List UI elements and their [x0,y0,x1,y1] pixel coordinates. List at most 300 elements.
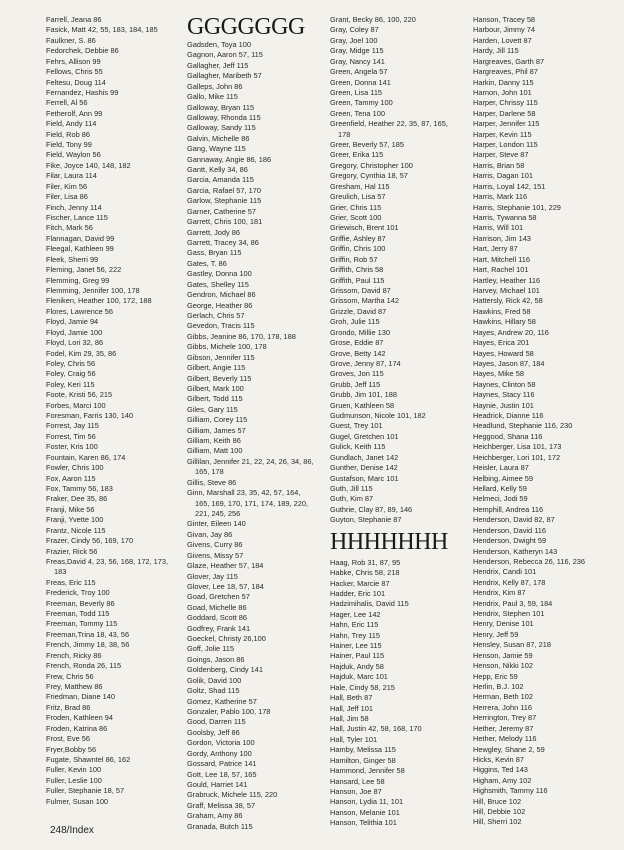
index-entry: Frew, Chris 56 [46,671,94,681]
index-entry: Galleps, John 86 [187,81,243,91]
index-entry: Garner, Catherine 57 [187,206,257,216]
index-entry: Haag, Rob 31, 87, 95 [330,557,401,567]
index-entry: Goad, Gretchen 57 [187,592,250,602]
index-entry: Gates, T. 86 [187,258,227,268]
index-entry: Garrett, Tracey 34, 86 [187,238,259,248]
index-entry: Henderson, Rebecca 26, 116, 236 [473,556,586,566]
index-entry: Grose, Eddie 87 [330,338,384,348]
index-entry: Field, Andy 114 [46,119,97,129]
index-entry: Granada, Butch 115 [187,821,253,831]
index-entry: Grissom, Martha 142 [330,296,400,306]
index-entry: Graham, Amy 86 [187,811,243,821]
index-entry: Gillis, Steve 86 [187,477,237,487]
index-entry: Hart, Mitchell 116 [473,254,530,264]
index-entry: Hanson, Telithia 101 [330,818,397,828]
index-entry: Foote, Kristi 56, 215 [46,390,113,400]
index-entry: Freas,David 4, 23, 56, 168, 172, 173, [46,556,169,566]
index-entry: Gendron, Michael 86 [187,290,256,300]
index-entry: Gray, Coley 87 [330,25,379,35]
index-entry: Harper, Chrissy 115 [473,98,538,108]
index-entry: Harnon, John 101 [473,87,532,97]
index-entry: Filar, Laura 114 [46,171,97,181]
index-entry: Harbour, Jimmy 74 [473,25,536,35]
index-entry: Gang, Wayne 115 [187,144,246,154]
index-entry: Hadzimihalis, David 115 [330,599,409,609]
index-entry: 178 [338,129,351,139]
index-entry: Goad, Michelle 86 [187,602,247,612]
index-entry: Gilliam, Matt 100 [187,446,243,456]
index-column-4 [473,15,585,828]
index-entry: Green, Lisa 115 [330,87,383,97]
index-entry: Grove, Jenny 87, 174 [330,358,401,368]
index-entry: Gray, Joel 100 [330,35,378,45]
index-entry: Guthrie, Clay 87, 89, 146 [330,504,413,514]
index-entry: Gordon, Victoria 100 [187,738,255,748]
index-entry: Garrett, Jody 86 [187,227,240,237]
index-entry: Freeman, Tommy 115 [46,619,118,629]
index-entry: Flannagan, David 99 [46,233,115,243]
index-entry: Gunther, Denise 142 [330,463,398,473]
index-entry: Hahn, Trey 115 [330,630,380,640]
index-entry: Henson, Nikki 102 [473,661,533,671]
index-entry: Fleniken, Heather 100, 172, 188 [46,296,152,306]
index-entry: Heisler, Laura 87 [473,463,529,473]
index-entry: Grissom, David 87 [330,285,391,295]
index-entry: Freeman,Trina 18, 43, 56 [46,629,130,639]
index-entry: Goolsby, Jeff 86 [187,727,240,737]
index-entry: Fike, Joyce 140, 148, 182 [46,160,131,170]
index-entry: Fetherolf, Ann 99 [46,108,103,118]
index-entry: Givens, Missy 57 [187,550,244,560]
index-entry: Fehrs, Allison 99 [46,56,101,66]
index-entry: Grizzle, David 87 [330,306,387,316]
index-entry: Gillilan, Jennifer 21, 22, 24, 26, 34, 86, [187,456,314,466]
index-entry: Greenfield, Heather 22, 35, 87, 165, [330,119,448,129]
index-entry: Gastley, Donna 100 [187,269,252,279]
index-entry: 221, 245, 256 [195,508,241,518]
index-entry: Feltesu, Doug 114 [46,77,106,87]
index-entry: Harper, Darlene 58 [473,108,536,118]
index-entry: Frazer, Cindy 56, 169, 170 [46,536,134,546]
index-entry: Hewgley, Shane 2, 59 [473,744,545,754]
index-entry: Hawkins, Hillary 58 [473,317,536,327]
index-entry: Gibson, Jennifer 115 [187,352,255,362]
index-entry: Hendrix, Paul 3, 59, 184 [473,598,553,608]
index-entry: Field, Waylon 56 [46,150,101,160]
index-entry: Henry, Jeff 59 [473,629,519,639]
index-entry: Grubb, Jeff 115 [330,379,381,389]
index-entry: Hansard, Lee 58 [330,776,385,786]
index-entry: Griffie, Ashley 87 [330,233,386,243]
index-entry: Farrell, Jeana 86 [46,15,102,24]
index-entry: Glaze, Heather 57, 184 [187,561,264,571]
index-entry: Goldenberg, Cindy 141 [187,665,264,675]
index-entry: Groves, Jon 115 [330,369,384,379]
index-entry: Galloway, Bryan 115 [187,102,255,112]
index-entry: Harrison, Jim 143 [473,233,531,243]
index-entry: Hall, Jeff 101 [330,703,374,713]
index-entry: Henson, Jamie 59 [473,650,533,660]
index-entry: Hammond, Jennifer 58 [330,766,405,776]
index-entry: Hartley, Heather 116 [473,275,541,285]
index-entry: French, Ricky 86 [46,650,102,660]
index-entry: Gevedon, Tracis 115 [187,321,255,331]
index-entry: Hendrix, Kim 87 [473,588,526,598]
index-entry: Gagnon, Aaron 57, 115 [187,50,263,60]
index-entry: Henderson, David 116 [473,525,546,535]
index-entry: Harkin, Danny 115 [473,77,534,87]
index-entry: Hajduk, Andy 58 [330,661,384,671]
index-entry: Hattersly, Rick 42, 58 [473,296,543,306]
index-entry: Fox, Tammy 56, 183 [46,483,113,493]
index-entry: Hart, Rachel 101 [473,265,529,275]
index-entry: Fryer,Bobby 56 [46,744,97,754]
index-entry: Haynie, Justin 101 [473,400,534,410]
index-entry: Headrick, Dianne 116 [473,411,544,421]
index-entry: Hayes, Erica 201 [473,338,530,348]
index-entry: Fuller, Kevin 100 [46,765,102,775]
index-entry: Glover, Lee 18, 57, 184 [187,581,264,591]
index-entry: Hayes, Jason 87, 184 [473,358,545,368]
index-entry: Harper, Jennifer 115 [473,119,540,129]
index-entry: Greulich, Lisa 57 [330,192,386,202]
index-entry: Forbes, Marci 100 [46,400,106,410]
index-entry: Gates, Shelley 115 [187,279,249,289]
index-entry: Hacker, Marcie 87 [330,578,390,588]
index-entry: Fitch, Mark 56 [46,223,93,233]
index-entry: Gordy, Anthony 100 [187,748,252,758]
index-entry: Filer, Kim 56 [46,181,88,191]
index-entry: Gerlach, Chris 57 [187,310,245,320]
index-entry: Greer, Beverly 57, 185 [330,140,404,150]
index-entry: Frost, Eve 56 [46,734,90,744]
index-entry: Gilliam, James 57 [187,425,246,435]
index-entry: 165, 169, 170, 171, 174, 189, 220, [195,498,309,508]
index-entry: Garlow, Stephanie 115 [187,196,262,206]
index-entry: Ginn, Marshall 23, 35, 42, 57, 164, [187,488,301,498]
index-entry: Henderson, Dwight 59 [473,536,547,546]
index-entry: French, Ronda 26, 115 [46,661,122,671]
index-entry: Fugate, Shawntel 86, 162 [46,754,131,764]
index-entry: Floyd, Jamie 100 [46,327,103,337]
index-entry: Freeman, Todd 115 [46,609,110,619]
index-entry: Foley, Keri 115 [46,379,95,389]
index-entry: Fountain, Karen 86, 174 [46,452,126,462]
index-entry: Harper, Kevin 115 [473,129,532,139]
index-entry: Grier, Scott 100 [330,213,382,223]
index-entry: Herlin, B.J. 102 [473,682,524,691]
index-entry: Higham, Amy 102 [473,775,532,785]
index-entry: Gruen, Kathleen 58 [330,400,395,410]
index-entry: Griffin, Rob 57 [330,254,378,264]
index-entry: Fodel, Kim 29, 35, 86 [46,348,117,358]
index-entry: Gilbert, Angie 115 [187,363,246,373]
section-header-g: GGGGGGG [187,14,305,40]
index-entry: Guth, Jill 115 [330,483,373,493]
index-entry: 165, 178 [195,467,224,477]
index-entry: Harris, Stephanie 101, 229 [473,202,561,212]
index-entry: Grant, Becky 86, 100, 220 [330,15,416,24]
index-entry: Gadsden, Toya 100 [187,40,251,49]
index-entry: Golik, David 100 [187,675,242,685]
index-entry: Harris, Dagan 101 [473,171,533,181]
index-entry: Helmeci, Jodi 59 [473,494,528,504]
index-entry: Godfrey, Frank 141 [187,623,251,633]
index-entry: Grubb, Jim 101, 188 [330,390,397,400]
index-entry: Green, Tena 100 [330,108,385,118]
index-entry: Friedman, Diane 140 [46,692,116,702]
index-entry: Fleek, Sherri 99 [46,254,99,264]
index-entry: Ginter, Eileen 140 [187,519,246,529]
index-entry: Hargreaves, Garth 87 [473,56,545,66]
index-entry: Henderson, David 82, 87 [473,515,555,525]
index-entry: Froden, Katrina 86 [46,723,108,733]
index-entry: Freas, Eric 115 [46,577,96,587]
index-entry: Hardy, Jill 115 [473,46,519,56]
index-entry: Foley, Craig 56 [46,369,96,379]
index-entry: Frederick, Troy 100 [46,588,110,598]
index-entry: Hamilton, Ginger 58 [330,755,396,765]
index-entry: Gregory, Cynthia 18, 57 [330,171,408,181]
index-entry: Franji, Mike 56 [46,504,95,514]
index-entry: Fedorchek, Debbie 86 [46,46,119,56]
index-entry: Haynes, Stacy 116 [473,390,535,400]
index-entry: Flemming, Jennifer 100, 178 [46,285,140,295]
index-entry: Gibbs, Michele 100, 178 [187,342,267,352]
index-entry: Hill, Bruce 102 [473,796,522,806]
index-entry: Hall, Tyler 101 [330,734,378,744]
index-entry: Gugel, Gretchen 101 [330,431,399,441]
index-entry: Hanson, Lydia 11, 101 [330,797,404,807]
index-entry: Green, Donna 141 [330,77,391,87]
index-entry: Haynes, Clinton 58 [473,379,536,389]
index-entry: Garrett, Chris 100, 181 [187,217,263,227]
index-entry: Fowler, Chris 100 [46,463,104,473]
index-entry: Foley, Chris 56 [46,358,96,368]
index-entry: Hayes, Howard 58 [473,348,534,358]
index-entry: Flemming, Greg 99 [46,275,110,285]
index-entry: Gulick, Keith 115 [330,442,386,452]
index-column-2 [187,15,314,832]
index-entry: Froden, Kathleen 94 [46,713,113,723]
index-entry: Harris, Loyal 142, 151 [473,181,546,191]
index-entry: Gundlach, Janet 142 [330,452,399,462]
index-entry: Gonzaler, Pablo 100, 178 [187,707,271,716]
index-entry: Grabruck, Michele 115, 220 [187,790,278,800]
index-entry: Gregory, Christopher 100 [330,160,413,170]
index-entry: Heggood, Shana 116 [473,431,543,441]
index-entry: Galloway, Sandy 115 [187,123,256,133]
index-entry: Fasick, Matt 42, 55, 183, 184, 185 [46,25,158,35]
index-entry: Ferrell, Al 56 [46,98,88,108]
index-entry: Gott, Lee 18, 57, 165 [187,769,257,779]
index-entry: Hendrix, Kelly 87, 178 [473,577,546,587]
index-entry: Hendrix, Candi 101 [473,567,537,577]
index-entry: Griffith, Chris 58 [330,265,384,275]
index-entry: Hall, Jim 58 [330,714,369,723]
index-entry: Hayes, Andrew 20, 116 [473,327,549,337]
index-entry: Griffith, Paul 115 [330,275,385,285]
index-entry: Hall, Beth 87 [330,693,373,703]
index-entry: Fritz, Brad 86 [46,702,91,712]
index-entry: Franji, Yvette 100 [46,515,104,525]
index-entry: Gomez, Katherine 57 [187,696,257,706]
index-entry: Gannaway, Angie 86, 186 [187,154,272,164]
index-entry: Fellows, Chris 55 [46,67,103,77]
index-entry: Henderson, Katheryn 143 [473,546,558,556]
index-entry: Gray, Midge 115 [330,46,384,56]
index-entry: Henry, Denise 101 [473,619,534,629]
index-entry: Fernandez, Hashis 99 [46,87,119,97]
index-entry: Fischer, Lance 115 [46,213,108,223]
index-entry: Faulkner, S. 86 [46,35,96,45]
index-entry: Habke, Chris 58, 218 [330,568,400,578]
index-entry: Fleming, Janet 56, 222 [46,265,122,275]
index-entry: Gilliam, Keith 86 [187,436,241,446]
index-entry: Harris, Tywanna 58 [473,213,537,223]
index-entry: Fuller, Leslie 100 [46,775,102,785]
index-entry: Goeckel, Christy 26,100 [187,634,266,644]
index-entry: Hargreaves, Phil 87 [473,67,538,77]
index-entry: Floyd, Lori 32, 86 [46,338,104,348]
index-entry: Filer, Lisa 86 [46,192,88,202]
index-entry: Heichberger, Lori 101, 172 [473,452,561,462]
index-entry: Guth, Kim 87 [330,494,374,504]
index-entry: Harper, London 115 [473,140,538,150]
index-entry: Forrest, Tim 56 [46,431,96,441]
index-entry: Hawkins, Fred 58 [473,306,531,316]
index-entry: Hainer, Paul 115 [330,651,385,661]
index-entry: Hayes, Mike 58 [473,369,524,379]
index-entry: Hepp, Eric 59 [473,671,518,681]
index-entry: Hall, Justin 42, 58, 168, 170 [330,724,422,734]
index-entry: Hanson, Tracey 58 [473,15,536,24]
index-entry: French, Jimmy 18, 38, 56 [46,640,130,650]
index-entry: Heichberger, Lisa 101, 173 [473,442,562,452]
index-entry: Greer, Erika 115 [330,150,384,160]
index-entry: Hendrix, Stephen 101 [473,609,545,619]
index-entry: Fulmer, Susan 100 [46,796,109,806]
page-footer: 248/Index [50,825,94,836]
index-entry: Guest, Trey 101 [330,421,383,431]
index-entry: Giles, Gary 115 [187,404,238,414]
index-entry: Floyd, Jamie 94 [46,317,99,327]
index-entry: Hill, Debbie 102 [473,807,526,817]
index-entry: Hart, Jerry 87 [473,244,518,254]
index-entry: Hanson, Joe 87 [330,786,382,796]
index-entry: Harvey, Michael 101 [473,285,540,295]
index-entry: 183 [54,567,67,577]
index-entry: Gudmunson, Nicole 101, 182 [330,411,426,421]
index-entry: Freeman, Beverly 86 [46,598,115,608]
index-entry: Hemphill, Andrea 116 [473,504,544,514]
index-entry: Garcia, Amanda 115 [187,175,254,185]
index-entry: Fleegal, Kathleen 99 [46,244,114,254]
index-entry: Garcia, Rafael 57, 170 [187,185,261,195]
index-entry: Galloway, Rhonda 115 [187,112,261,122]
g-entries-list-cont [330,15,448,526]
index-entry: Hale, Cindy 58, 215 [330,682,395,692]
index-entry: Good, Darren 115 [187,717,246,727]
index-entry: Guyton, Stephanie 87 [330,515,402,525]
index-entry: Hill, Sherri 102 [473,817,522,827]
index-entry: Goings, Jason 86 [187,654,245,664]
index-entry: Hamby, Melissa 115 [330,745,396,755]
index-entry: Gilliam, Corey 115 [187,415,248,425]
index-entry: Gilbert, Beverly 115 [187,373,252,383]
index-entry: Foresman, Farris 130, 140 [46,411,134,421]
index-entry: Griffin, Chris 100 [330,244,386,254]
index-entry: Green, Angela 57 [330,67,388,77]
index-entry: Field, Rob 86 [46,129,90,139]
index-entry: Foster, Kris 100 [46,442,98,452]
index-entry: Gossard, Patrice 141 [187,759,257,769]
index-column-3 [330,15,448,829]
index-entry: Fuller, Stephanie 18, 57 [46,786,125,796]
index-entry: Higgins, Ted 143 [473,765,528,775]
index-entry: Gray, Nancy 141 [330,56,385,66]
index-entry: Harris, Will 101 [473,223,524,233]
index-entry: Groh, Julie 115 [330,317,380,327]
index-entry: Grier, Chris 115 [330,202,382,212]
g-entries-list [187,40,314,832]
index-entry: Gibbs, Jeanine 86, 170, 178, 188 [187,331,296,341]
index-entry: Galvin, Michelle 86 [187,133,250,143]
index-entry: Glover, Jay 115 [187,571,238,581]
index-entry: Gustafson, Marc 101 [330,473,399,483]
index-entry: Gallagher, Maribeth 57 [187,71,262,81]
index-entry: Gallo, Mike 115 [187,92,238,102]
index-entry: Frantz, Nicole 115 [46,525,106,535]
index-entry: Headlund, Stephanie 116, 230 [473,421,573,431]
index-entry: Hadder, Eric 101 [330,588,386,598]
index-entry: Griewisch, Brent 101 [330,223,399,233]
index-entry: Herrington, Trey 87 [473,713,537,723]
index-entry: Grove, Betty 142 [330,348,386,358]
index-entry: Hahn, Eric 115 [330,620,379,630]
index-entry: Gallagher, Jeff 115 [187,60,249,70]
index-entry: Hajduk, Marc 101 [330,672,388,682]
index-entry: Helbing, Aimee 59 [473,473,533,483]
index-entry: Fox, Aaron 115 [46,473,96,483]
index-entry: Gass, Bryan 115 [187,248,242,258]
h-entries-list [330,558,448,829]
index-entry: Forrest, Jay 115 [46,421,99,431]
index-column-1 [46,15,168,807]
index-entry: Gresham, Hal 115 [330,181,390,191]
index-entry: Gantt, Kelly 34, 86 [187,165,248,175]
index-entry: Hether, Jeremy 87 [473,723,534,733]
index-entry: Finch, Jenny 114 [46,202,102,212]
index-entry: Fraker, Dee 35, 86 [46,494,108,504]
index-entry: Frazier, Rick 56 [46,546,98,556]
index-entry: Flores, Lawrence 56 [46,306,113,316]
index-entry: Hicks, Kevin 87 [473,754,524,764]
index-entry: Gould, Harriet 141 [187,779,248,789]
index-entry: Hanson, Melanie 101 [330,807,400,817]
index-entry: Goddard, Scott 86 [187,613,247,623]
section-header-h: HHHHHHH [330,528,448,555]
index-entry: Hensley, Susan 87, 218 [473,640,551,650]
index-entry: Hether, Melody 116 [473,734,537,744]
index-entry: Field, Tony 99 [46,140,92,150]
index-entry: Herrera, John 116 [473,702,533,712]
index-entry: Givan, Jay 86 [187,529,233,539]
index-entry: George, Heather 86 [187,300,253,310]
index-entry: Harper, Steve 87 [473,150,529,160]
index-entry: Hellard, Kelly 59 [473,483,527,493]
index-entry: Frey, Matthew 86 [46,682,103,691]
